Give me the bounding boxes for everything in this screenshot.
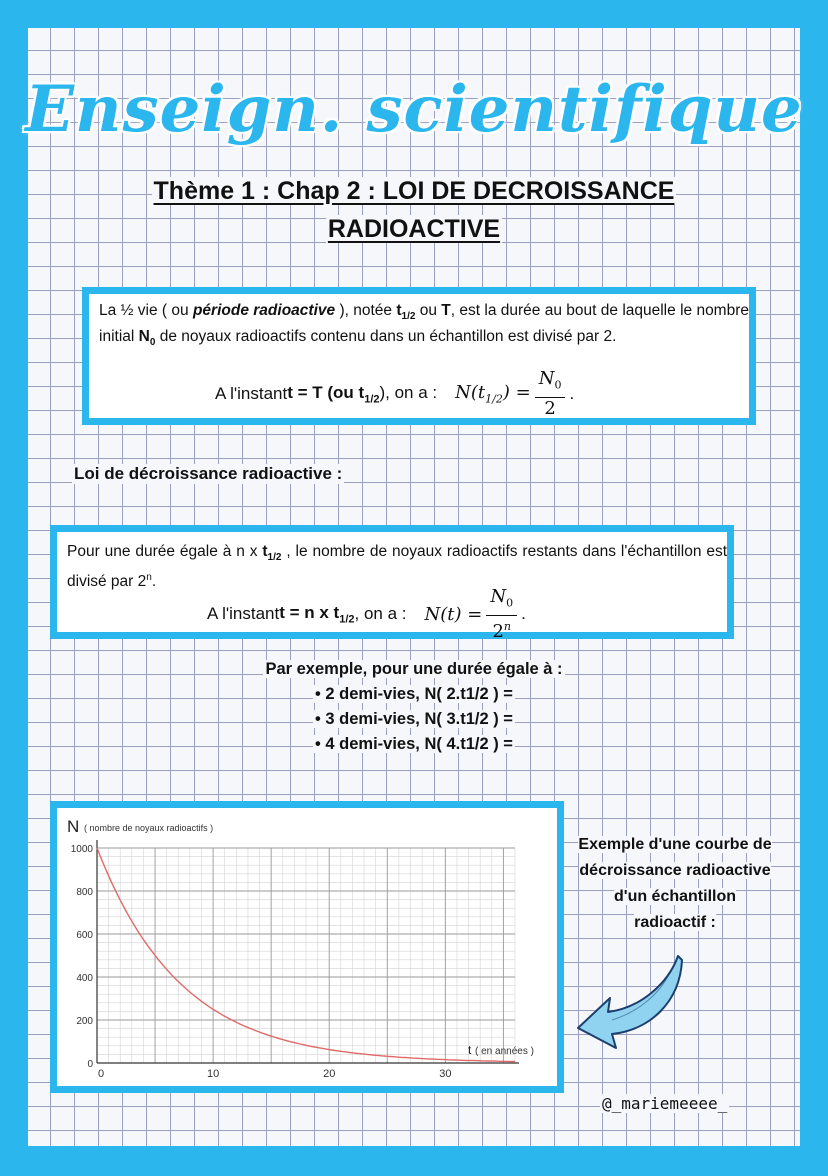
- fraction-denominator: 2: [544, 397, 556, 419]
- formula-period: .: [569, 383, 575, 403]
- chart-minor-grid: [97, 848, 515, 1063]
- x-tick-label: 10: [206, 1068, 220, 1080]
- author-handle: @_mariemeeee_: [602, 1094, 728, 1113]
- x-tick-label: 20: [323, 1068, 336, 1080]
- caption-line: radioactif :: [634, 914, 716, 931]
- formula-bold-end: ), on a :: [379, 382, 438, 402]
- decay-law-text: [67, 542, 727, 592]
- formula-bold: t = T (ou t: [287, 382, 365, 402]
- pointer-arrow-icon: [570, 950, 690, 1055]
- decay-law-formula: [207, 586, 526, 643]
- formula-lhs-subscript: 1/2: [485, 392, 503, 406]
- text-part: de noyaux radioactifs contenu dans un échantillon est divisé par 2.: [155, 328, 617, 346]
- emphasis-periode: période radioactive: [192, 302, 336, 319]
- formula-lhs: N(t) =: [424, 603, 483, 625]
- y-tick-label: 600: [76, 930, 93, 941]
- example-item: • 2 demi-vies, N( 2.t1/2 ) =: [315, 685, 513, 703]
- formula-bold: t = n x t: [279, 603, 340, 623]
- y-tick-label: 200: [76, 1016, 93, 1027]
- half-life-definition-box: [82, 287, 756, 425]
- curve-caption: [564, 832, 786, 936]
- half-life-definition-text: [99, 301, 749, 353]
- text-part: .: [151, 573, 157, 591]
- text-part: , le nombre de noyaux radioactifs restants dans l'échantillon est divisé par 2: [67, 543, 727, 591]
- decay-chart-box: [50, 801, 564, 1093]
- y-tick-label: 800: [76, 887, 93, 898]
- fraction-numerator: N: [538, 368, 555, 389]
- y-tick-label: 1000: [70, 844, 93, 855]
- t-half-subscript: 1/2: [401, 311, 416, 323]
- half-life-formula: [215, 368, 574, 420]
- formula-period: .: [521, 604, 526, 624]
- chart-x-label-note: ( en années ): [475, 1046, 534, 1057]
- formula-lhs-end: ) =: [502, 382, 531, 403]
- x-tick-label: 0: [97, 1068, 105, 1080]
- formula-subscript: 1/2: [364, 392, 380, 405]
- decay-law-box: [50, 525, 734, 642]
- chart-x-label: t: [468, 1043, 472, 1057]
- formula-text-end: , on a :: [354, 604, 407, 624]
- caption-line: décroissance radioactive: [579, 862, 771, 879]
- N0-symbol: N: [138, 328, 150, 346]
- example-item: • 4 demi-vies, N( 4.t1/2 ) =: [315, 735, 513, 753]
- chapter-subtitle: [0, 172, 828, 248]
- example-item: • 3 demi-vies, N( 3.t1/2 ) =: [315, 710, 513, 728]
- t-half-symbol: t: [396, 302, 402, 319]
- caption-line: Exemple d'une courbe de: [578, 836, 772, 853]
- caption-line: d'un échantillon: [613, 888, 737, 905]
- text-part: Pour une durée égale à n x: [67, 543, 263, 560]
- text-part: ), notée: [335, 302, 397, 319]
- decay-chart: [57, 808, 557, 1086]
- fraction-N0-over-2n: [486, 586, 517, 643]
- text-part: ou: [415, 302, 442, 319]
- formula-lhs: N(t: [455, 382, 486, 403]
- fraction-N0-over-2: [535, 368, 566, 420]
- t-symbol: t: [262, 543, 268, 560]
- text-part: , est la durée au bout de laquelle le nombre initial: [99, 302, 749, 346]
- chart-tick-labels: [71, 844, 452, 1080]
- t-subscript: 1/2: [267, 552, 282, 564]
- formula-text: A l'instant: [215, 383, 288, 403]
- chart-y-label-note: ( nombre de noyaux radioactifs ): [84, 823, 214, 833]
- example-intro: Par exemple, pour une durée égale à :: [265, 660, 563, 678]
- y-tick-label: 0: [87, 1059, 93, 1070]
- fraction-denominator: 2: [492, 620, 504, 642]
- formula-subscript: 1/2: [339, 613, 355, 626]
- law-heading: Loi de décroissance radioactive :: [74, 464, 343, 483]
- fraction-numerator-subscript: 0: [506, 596, 514, 610]
- subtitle-line-1: Thème 1 : Chap 2 : LOI DE DECROISSANCE: [153, 177, 675, 205]
- page-title: Enseign. scientifique: [25, 72, 803, 147]
- fraction-numerator: N: [490, 586, 507, 607]
- fraction-denominator-exponent: n: [503, 619, 511, 633]
- y-tick-label: 400: [76, 973, 93, 984]
- N0-subscript: 0: [149, 337, 156, 349]
- formula-text: A l'instant: [207, 604, 280, 624]
- example-list: [0, 657, 828, 757]
- text-part: La ½ vie ( ou: [99, 302, 193, 319]
- exponent-n: n: [146, 572, 152, 584]
- chart-y-label: N: [67, 817, 80, 836]
- subtitle-line-2: RADIOACTIVE: [327, 215, 501, 243]
- T-symbol: T: [441, 302, 451, 319]
- fraction-numerator-subscript: 0: [554, 378, 562, 392]
- x-tick-label: 30: [439, 1068, 452, 1080]
